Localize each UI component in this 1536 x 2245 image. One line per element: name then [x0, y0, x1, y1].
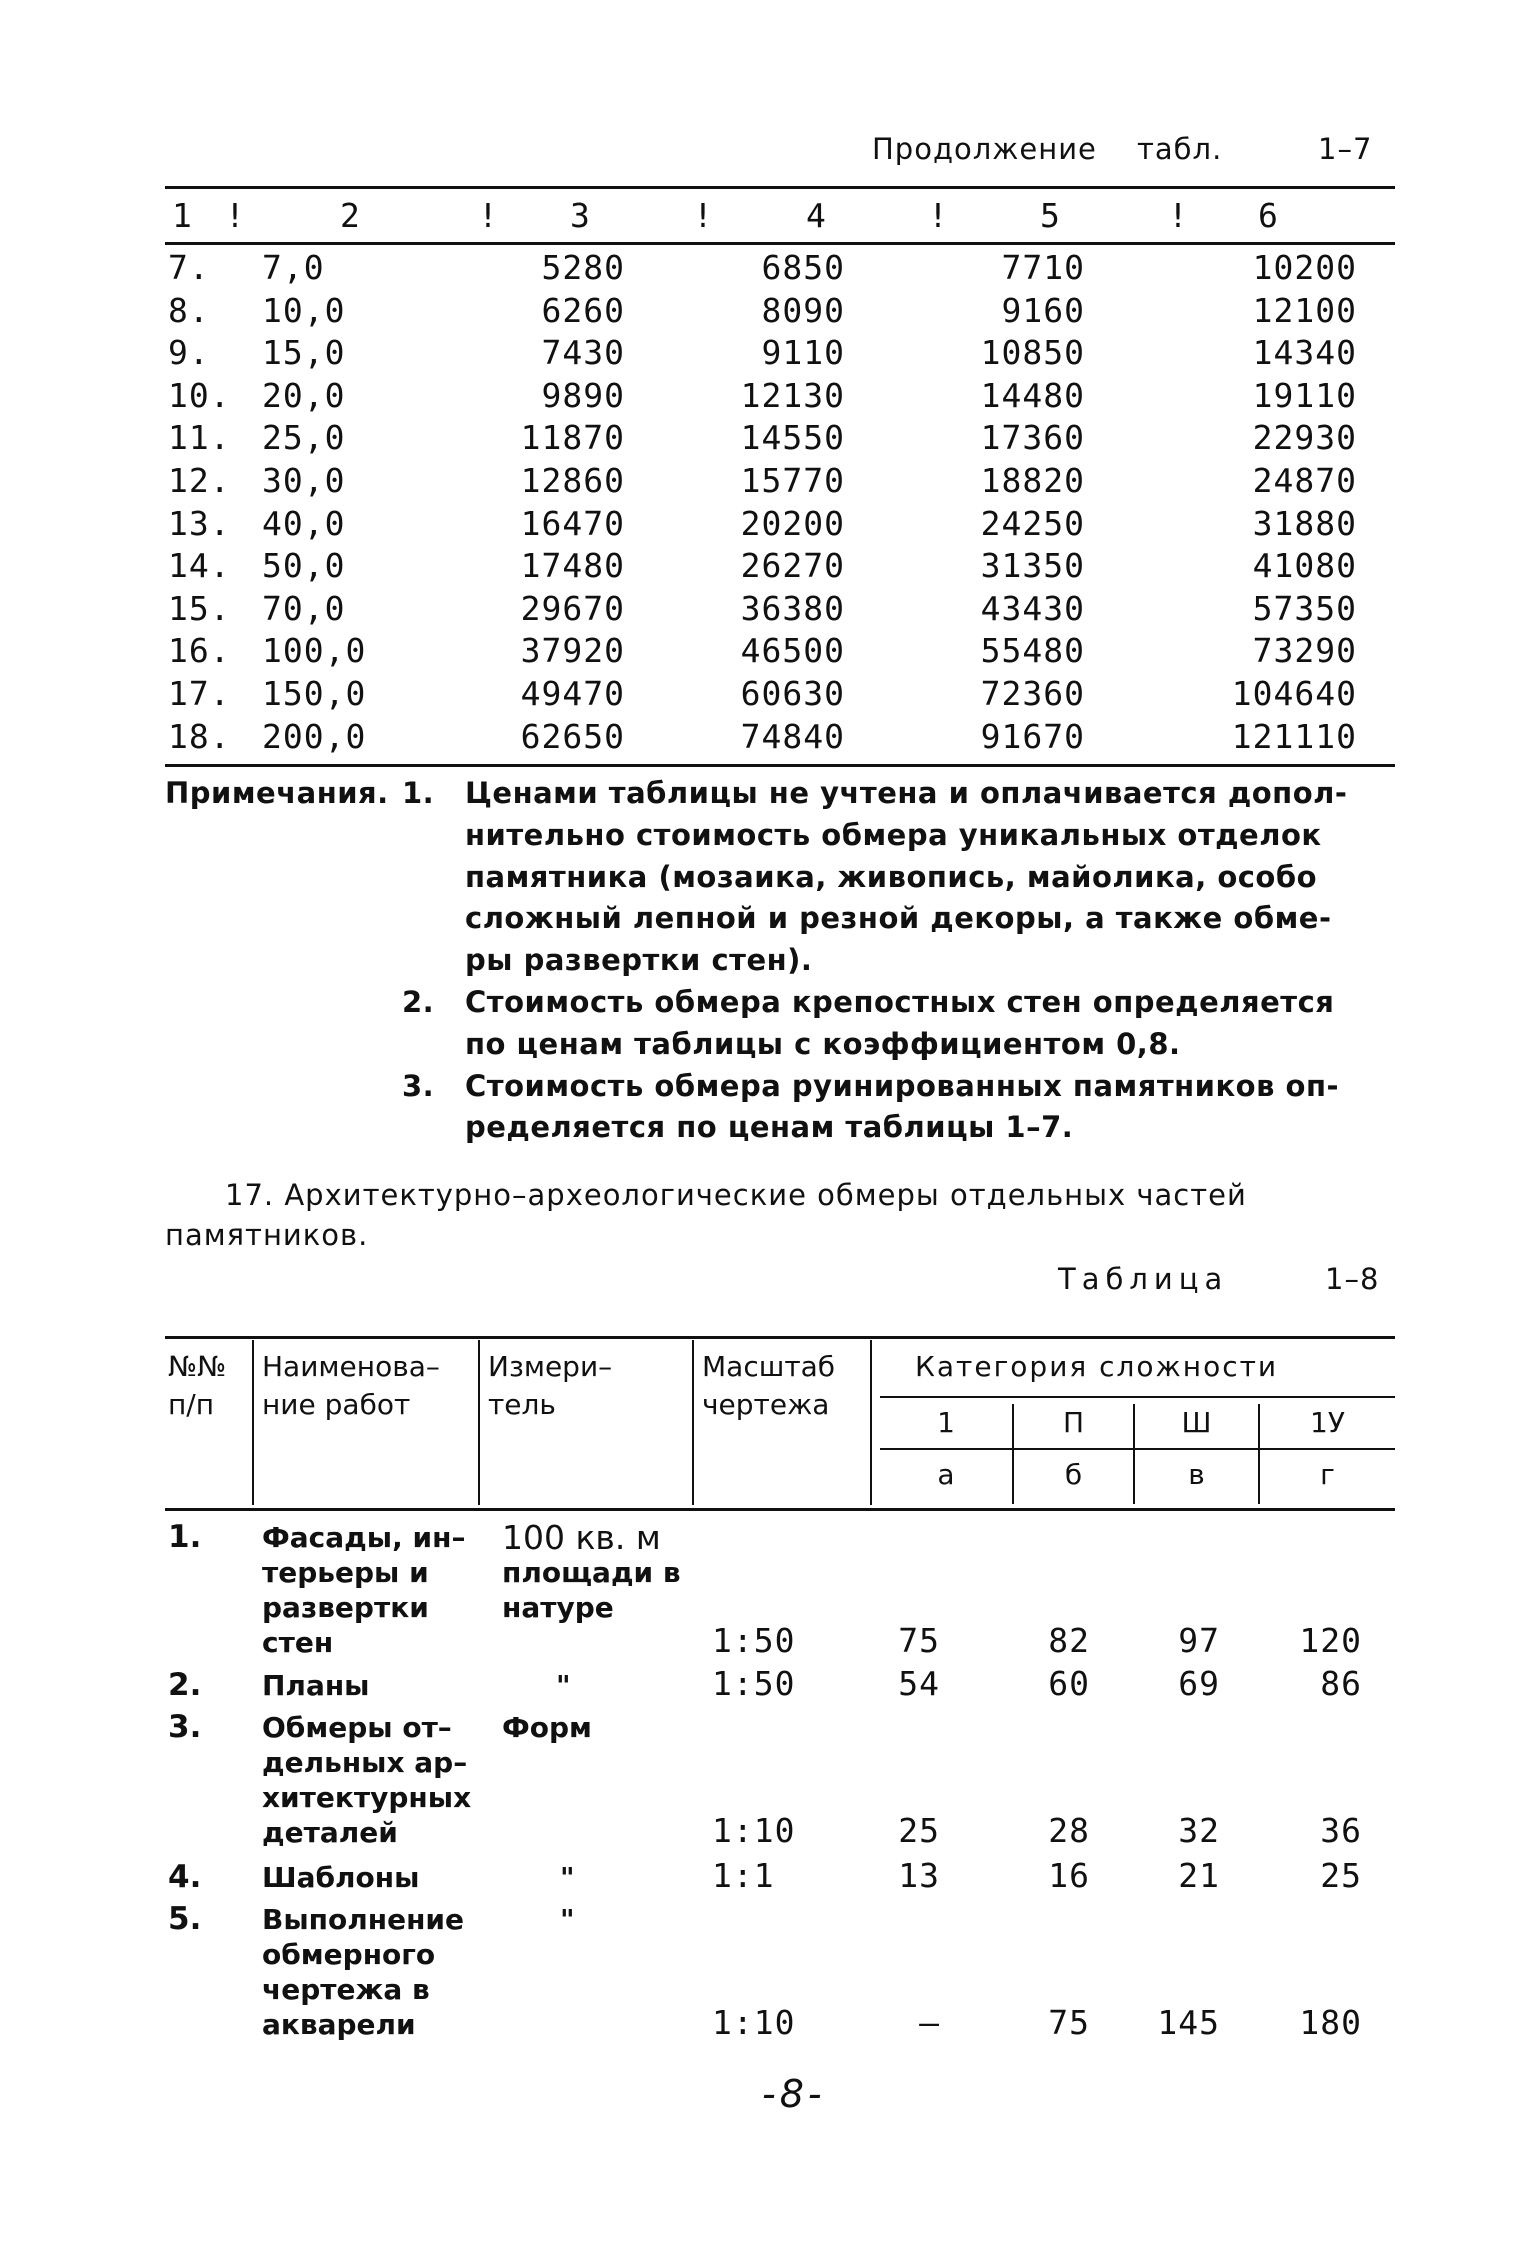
- header-col-3: 3: [570, 196, 591, 235]
- table-cell: 31350: [980, 546, 1085, 585]
- row-value: 145: [1157, 2003, 1220, 2042]
- row-value: 21: [1178, 1856, 1220, 1895]
- header-category: Категория сложности: [915, 1350, 1279, 1383]
- table-cell: 22930: [1252, 418, 1357, 457]
- row-name-line: Обмеры от–: [262, 1711, 452, 1744]
- table-cell: 12.: [168, 461, 231, 500]
- table-cell: 9160: [1001, 291, 1085, 330]
- row-value: 97: [1178, 1621, 1220, 1660]
- row-name-line: дельных ар–: [262, 1746, 468, 1779]
- table2-top-rule: [165, 1336, 1395, 1339]
- table-cell: 7,0: [262, 248, 325, 287]
- row-scale: 1:10: [712, 1811, 796, 1850]
- header-cat-2: П: [1062, 1406, 1085, 1439]
- row-number: 2.: [168, 1667, 202, 1703]
- table-cell: 8090: [761, 291, 845, 330]
- row-name-line: обмерного: [262, 1938, 436, 1971]
- row-scale: 1:50: [712, 1664, 796, 1703]
- table-cell: 91670: [980, 717, 1085, 756]
- table-cell: 5280: [541, 248, 625, 287]
- table-cell: 12860: [520, 461, 625, 500]
- row-unit-line: натуре: [502, 1591, 614, 1624]
- header-num: №№ п/п: [168, 1350, 227, 1421]
- table-top-rule: [165, 186, 1395, 189]
- table-number: 1–7: [1318, 132, 1373, 166]
- row-value: 28: [1048, 1811, 1090, 1850]
- row-value: 54: [898, 1664, 940, 1703]
- row-value: 75: [898, 1621, 940, 1660]
- header-col-6: 6: [1258, 196, 1279, 235]
- table-cell: 12100: [1252, 291, 1357, 330]
- table-cell: 16470: [520, 504, 625, 543]
- section-17-line1: 17. Архитектурно–археологические обмеры отдельных частей: [225, 1178, 1247, 1212]
- row-number: 5.: [168, 1901, 202, 1937]
- header-cat-4: 1У: [1310, 1406, 1345, 1439]
- table-cell: 72360: [980, 674, 1085, 713]
- row-value: 25: [1320, 1856, 1362, 1895]
- page-number: -8-: [762, 2072, 826, 2116]
- table-cell: 60630: [740, 674, 845, 713]
- row-unit-line: Форм: [502, 1711, 592, 1744]
- row-name-line: Фасады, ин–: [262, 1521, 466, 1554]
- table-cell: 57350: [1252, 589, 1357, 628]
- row-number: 3.: [168, 1709, 202, 1745]
- header-sep: !: [693, 196, 714, 235]
- table-cell: 30,0: [262, 461, 346, 500]
- table-cell: 16.: [168, 631, 231, 670]
- header-sep: !: [1168, 196, 1189, 235]
- row-name-line: Выполнение: [262, 1903, 465, 1936]
- table-cell: 17360: [980, 418, 1085, 457]
- table-cell: 104640: [1231, 674, 1357, 713]
- table-cell: 55480: [980, 631, 1085, 670]
- row-name-line: стен: [262, 1626, 334, 1659]
- header-letter-a: а: [937, 1458, 955, 1491]
- table2-header-bottom-rule: [165, 1508, 1395, 1511]
- table-cell: 200,0: [262, 717, 367, 756]
- table-cell: 8.: [168, 291, 210, 330]
- row-scale: 1:10: [712, 2003, 796, 2042]
- table-cell: 46500: [740, 631, 845, 670]
- table-cell: 74840: [740, 717, 845, 756]
- row-number: 1.: [168, 1519, 202, 1555]
- row-value: 13: [898, 1856, 940, 1895]
- row-unit-line: 100 кв. м: [502, 1518, 661, 1557]
- table-bottom-rule: [165, 764, 1395, 767]
- table-cell: 9110: [761, 333, 845, 372]
- note-number: 1.: [402, 776, 435, 810]
- continuation-label: Продолжение: [872, 132, 1097, 166]
- col-divider: [692, 1340, 694, 1505]
- row-value: 32: [1178, 1811, 1220, 1850]
- table-cell: 7710: [1001, 248, 1085, 287]
- row-value: 86: [1320, 1664, 1362, 1703]
- table-cell: 18820: [980, 461, 1085, 500]
- header-cat-1: 1: [937, 1406, 955, 1439]
- table-cell: 150,0: [262, 674, 367, 713]
- header-col-5: 5: [1040, 196, 1061, 235]
- note-number: 2.: [402, 985, 435, 1019]
- table-cell: 13.: [168, 504, 231, 543]
- note-line: по ценам таблицы с коэффициентом 0,8.: [465, 1027, 1181, 1061]
- note-line: Стоимость обмера крепостных стен определяется: [465, 985, 1335, 1019]
- header-sep: !: [928, 196, 949, 235]
- table2-cats-rule: [880, 1448, 1395, 1450]
- row-name-line: Шаблоны: [262, 1861, 420, 1894]
- table-cell: 25,0: [262, 418, 346, 457]
- table-cell: 10,0: [262, 291, 346, 330]
- table-cell: 26270: [740, 546, 845, 585]
- note-line: Ценами таблицы не учтена и оплачивается допол-: [465, 776, 1348, 810]
- row-name-line: терьеры и: [262, 1556, 429, 1589]
- table-cell: 10.: [168, 376, 231, 415]
- header-sep: !: [478, 196, 499, 235]
- table-cell: 17.: [168, 674, 231, 713]
- row-name-line: хитектурных: [262, 1781, 472, 1814]
- table-cell: 6260: [541, 291, 625, 330]
- note-line: Стоимость обмера руинированных памятников оп-: [465, 1069, 1340, 1103]
- note-number: 3.: [402, 1069, 435, 1103]
- table-cell: 50,0: [262, 546, 346, 585]
- table-cell: 49470: [520, 674, 625, 713]
- row-number: 4.: [168, 1859, 202, 1895]
- table-cell: 17480: [520, 546, 625, 585]
- table-cell: 20,0: [262, 376, 346, 415]
- table-cell: 14.: [168, 546, 231, 585]
- note-line: нительно стоимость обмера уникальных отделок: [465, 818, 1322, 852]
- row-value: 69: [1178, 1664, 1220, 1703]
- header-name: Наименова– ние работ: [262, 1350, 440, 1421]
- table-cell: 100,0: [262, 631, 367, 670]
- header-col-4: 4: [806, 196, 827, 235]
- row-value: 60: [1048, 1664, 1090, 1703]
- row-name-line: акварели: [262, 2008, 416, 2041]
- header-letter-g: г: [1320, 1458, 1335, 1491]
- table-cell: 29670: [520, 589, 625, 628]
- row-value: 120: [1299, 1621, 1362, 1660]
- header-letter-b: б: [1064, 1458, 1083, 1491]
- table-cell: 40,0: [262, 504, 346, 543]
- table-header-rule: [165, 242, 1395, 245]
- table-cell: 19110: [1252, 376, 1357, 415]
- table-cell: 18.: [168, 717, 231, 756]
- row-value: 82: [1048, 1621, 1090, 1660]
- table-ref: табл.: [1137, 132, 1223, 166]
- table-cell: 15,0: [262, 333, 346, 372]
- table-cell: 62650: [520, 717, 625, 756]
- row-value: 75: [1048, 2003, 1090, 2042]
- table-cell: 15.: [168, 589, 231, 628]
- row-unit-line: площади в: [502, 1556, 681, 1589]
- table-cell: 20200: [740, 504, 845, 543]
- table-cell: 15770: [740, 461, 845, 500]
- header-sep: !: [225, 196, 246, 235]
- row-unit-line: ": [556, 1669, 571, 1702]
- table-cell: 36380: [740, 589, 845, 628]
- table-cell: 12130: [740, 376, 845, 415]
- table-cell: 6850: [761, 248, 845, 287]
- row-value: 16: [1048, 1856, 1090, 1895]
- table-caption-number: 1–8: [1325, 1262, 1380, 1296]
- header-unit: Измери– тель: [488, 1350, 613, 1421]
- note-line: памятника (мозаика, живопись, майолика, особо: [465, 860, 1318, 894]
- table-cell: 9890: [541, 376, 625, 415]
- col-divider: [478, 1340, 480, 1505]
- table-cell: 121110: [1231, 717, 1357, 756]
- row-value: 25: [898, 1811, 940, 1850]
- table-cell: 37920: [520, 631, 625, 670]
- table-cell: 14340: [1252, 333, 1357, 372]
- table-cell: 73290: [1252, 631, 1357, 670]
- table-cell: 24250: [980, 504, 1085, 543]
- table-caption: Таблица: [1058, 1262, 1229, 1296]
- col-divider: [252, 1340, 254, 1505]
- table-cell: 43430: [980, 589, 1085, 628]
- row-name-line: Планы: [262, 1669, 370, 1702]
- header-cat-3: Ш: [1181, 1406, 1212, 1439]
- note-line: ределяется по ценам таблицы 1–7.: [465, 1110, 1074, 1144]
- note-line: сложный лепной и резной декоры, а также обме-: [465, 901, 1332, 935]
- header-scale: Масштаб чертежа: [702, 1350, 836, 1421]
- table-cell: 10200: [1252, 248, 1357, 287]
- table-cell: 10850: [980, 333, 1085, 372]
- row-name-line: деталей: [262, 1816, 398, 1849]
- table-cell: 14550: [740, 418, 845, 457]
- row-name-line: чертежа в: [262, 1973, 430, 2006]
- table-cell: 41080: [1252, 546, 1357, 585]
- table-cell: 9.: [168, 333, 210, 372]
- row-value: 180: [1299, 2003, 1362, 2042]
- note-line: ры развертки стен).: [465, 943, 813, 977]
- row-value: –: [919, 2003, 940, 2042]
- row-scale: 1:1: [712, 1856, 775, 1895]
- header-col-1: 1: [172, 196, 193, 235]
- table2-category-rule: [880, 1396, 1395, 1398]
- col-divider: [870, 1340, 872, 1505]
- table-cell: 31880: [1252, 504, 1357, 543]
- header-letter-v: в: [1188, 1458, 1205, 1491]
- row-unit-line: ": [560, 1861, 575, 1894]
- table-cell: 24870: [1252, 461, 1357, 500]
- row-name-line: развертки: [262, 1591, 429, 1624]
- table-cell: 70,0: [262, 589, 346, 628]
- table-cell: 11.: [168, 418, 231, 457]
- section-17-line2: памятников.: [165, 1218, 369, 1252]
- notes-label: Примечания.: [165, 776, 389, 810]
- row-unit-line: ": [560, 1903, 575, 1936]
- header-col-2: 2: [340, 196, 361, 235]
- table-cell: 7430: [541, 333, 625, 372]
- table-cell: 7.: [168, 248, 210, 287]
- table-cell: 11870: [520, 418, 625, 457]
- row-scale: 1:50: [712, 1621, 796, 1660]
- table-cell: 14480: [980, 376, 1085, 415]
- row-value: 36: [1320, 1811, 1362, 1850]
